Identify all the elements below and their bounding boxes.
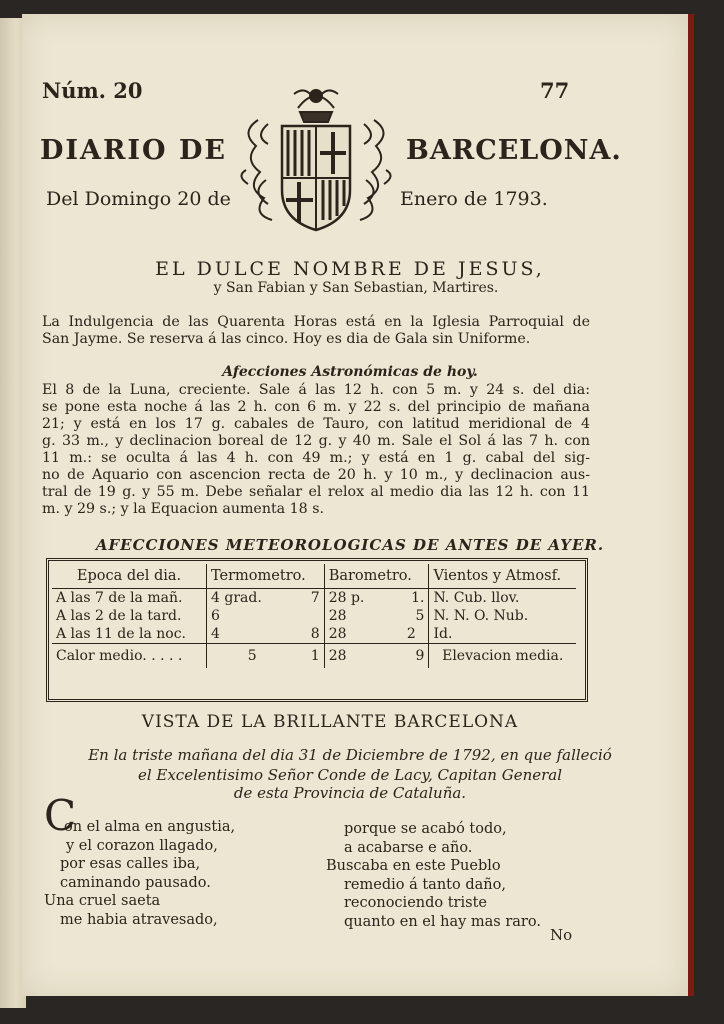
text-line: g. 33 m., y declinacion boreal de 12 g. y 40 m. Sale el Sol á las 7 h. con (42, 433, 590, 449)
astronomy-heading: Afecciones Astronómicas de hoy. (222, 364, 478, 380)
verse-line: y el corazon llagado, (66, 837, 218, 854)
issue-number: Núm. 20 (42, 78, 143, 103)
cell-elevacion: Elevacion media. (429, 644, 576, 669)
poem-intro-line: el Excelentisimo Señor Conde de Lacy, Capitan General (137, 766, 563, 784)
verse-line: reconociendo triste (344, 895, 487, 911)
verse-line: porque se acabó todo, (344, 821, 507, 837)
cell-temp: 5 (207, 644, 298, 669)
page-number: 77 (540, 78, 570, 103)
cell-temp-frac: 1 (297, 644, 324, 669)
verse-line: quanto en el hay mas raro. (344, 913, 541, 930)
table-row (52, 607, 576, 625)
feast-title: EL DULCE NOMBRE DE JESUS, (155, 258, 545, 280)
verse-line: a acabarse e año. (344, 839, 473, 856)
text-line: m. y 29 s.; y la Equacion aumenta 18 s. (42, 501, 324, 517)
masthead-right: BARCELONA. (406, 135, 622, 166)
cell-baro: 28 (324, 644, 394, 669)
col-header-vientos: Vientos y Atmosf. (429, 564, 576, 589)
page-red-edge (688, 14, 694, 996)
text-line: San Jayme. Se reserva á las cinco. Hoy es dia de Gala sin Uniforme. (42, 331, 531, 347)
col-header-barometro: Barometro. (324, 564, 429, 589)
text-line: tral de 19 g. y 55 m. Debe señalar el relox al medio dia las 12 h. con 11 (42, 484, 590, 500)
cell-temp: 6 (211, 608, 220, 624)
masthead-left: DIARIO DE (40, 135, 227, 166)
indulgence-paragraph (42, 314, 590, 348)
cell-epoca: A las 7 de la mañ. (52, 589, 207, 608)
cell-baro: 28 (328, 626, 347, 642)
poem-intro-line: En la triste mañana del dia 31 de Diciembre de 1792, en que falleció (88, 746, 612, 764)
text-line: 21; y está en los 17 g. cabales de Tauro, con latitud meridional de 4 (42, 416, 590, 432)
meteo-table (52, 564, 576, 668)
poem-dropcap: C (44, 791, 77, 840)
cell-epoca: A las 2 de la tard. (52, 607, 207, 625)
cell-baro-frac: 5 (394, 607, 429, 625)
table-row-calor (52, 644, 576, 669)
meteo-heading: AFECCIONES METEOROLOGICAS DE ANTES DE AYER. (95, 536, 605, 554)
cell-temp: 4 grad. (211, 590, 262, 606)
text-line: 11 m.: se oculta á las 4 h. con 49 m.; y está en 1 g. cabal del sig- (42, 450, 590, 466)
cell-baro-frac: 2 (394, 625, 429, 644)
date-left: Del Domingo 20 de (46, 188, 231, 210)
verse-line: Buscaba en este Pueblo (326, 858, 501, 874)
col-header-epoca: Epoca del dia. (52, 564, 207, 589)
verse-line: Una cruel saeta (44, 893, 161, 909)
cell-temp-frac: 7 (297, 589, 324, 608)
verse-line: por esas calles iba, (60, 856, 201, 872)
cell-temp-frac (297, 607, 324, 625)
cell-calor-label: Calor medio. . . . . (52, 644, 207, 669)
verse-line: caminando pausado. (60, 874, 211, 891)
cell-baro-frac: 1. (394, 589, 429, 608)
poem-title: VISTA DE LA BRILLANTE BARCELONA (141, 712, 519, 732)
text-line: se pone esta noche á las 2 h. con 6 m. y 22 s. del principio de mañana (42, 399, 590, 415)
date-right: Enero de 1793. (400, 188, 548, 210)
poem-intro-line: de esta Provincia de Cataluña. (233, 784, 467, 802)
astronomy-paragraph (42, 382, 590, 518)
col-header-termometro: Termometro. (207, 564, 325, 589)
cell-viento: Id. (433, 626, 453, 642)
text-line: no de Aquario con ascencion recta de 20 h. y 10 m., y declinacion aus- (42, 467, 590, 483)
cell-temp-frac: 8 (297, 625, 324, 644)
cell-viento: N. Cub. llov. (433, 590, 520, 606)
table-row (52, 589, 576, 608)
cell-baro: 28 (328, 608, 347, 624)
cell-epoca: A las 11 de la noc. (52, 625, 207, 644)
catchword: No (550, 926, 573, 944)
coat-of-arms-crest-icon (238, 80, 394, 240)
cell-baro-frac: 9 (394, 644, 429, 669)
verse-line: on el alma en angustia, (64, 819, 236, 835)
poem-left-column (44, 818, 236, 929)
feast-subtitle: y San Fabian y San Sebastian, Martires. (213, 280, 499, 296)
table-row (52, 625, 576, 644)
verse-line: me habia atravesado, (60, 911, 218, 928)
text-line: La Indulgencia de las Quarenta Horas está en la Iglesia Parroquial de (42, 314, 590, 330)
cell-viento: N. N. O. Nub. (433, 608, 529, 624)
text-line: El 8 de la Luna, creciente. Sale á las 12 h. con 5 m. y 24 s. del dia: (42, 382, 590, 398)
cell-temp: 4 (211, 626, 220, 642)
poem-right-column (326, 820, 541, 931)
cell-baro: 28 p. (328, 590, 365, 606)
verse-line: remedio á tanto daño, (344, 876, 506, 893)
